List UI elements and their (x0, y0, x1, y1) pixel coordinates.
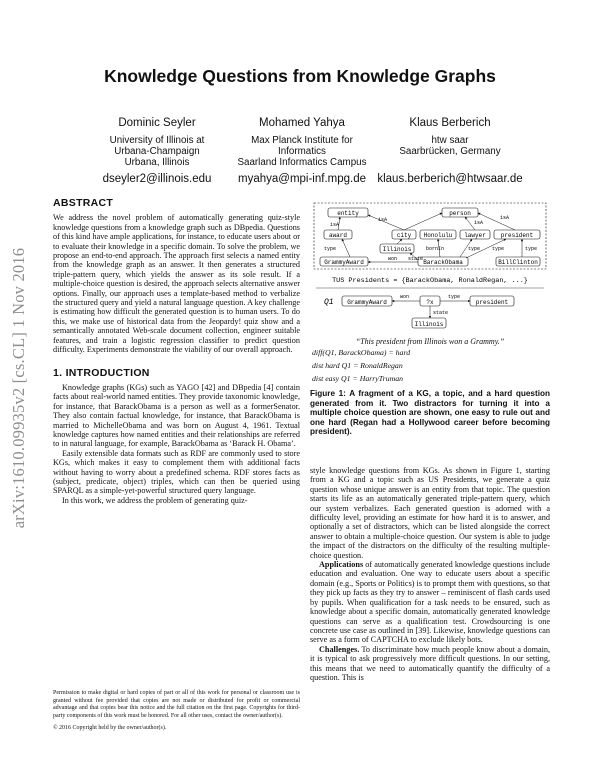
author-email: dseyler2@illinois.edu (102, 173, 212, 185)
node-award-label: award (328, 232, 348, 239)
query-edge-type-label: type (448, 294, 461, 300)
author-affiliation: Urbana-Champaign (114, 146, 200, 157)
difficulty-line: diff(Q1, BarackObama) = hard (312, 348, 411, 357)
author-affiliation: Saarland Informatics Campus (237, 157, 367, 168)
node-entity-label: entity (337, 210, 359, 217)
author-affiliation: Informatics (278, 146, 326, 157)
distractor-easy: dist easy Q1 = HarryTruman (312, 374, 404, 383)
intro-paragraph-2: Easily extensible data formats such as RDF are commonly used to store KGs, which makes it easy to complement them with additional facts without having to worry about a predefined schema. RDF stores facts as (subject, predicate, object) triples, which can then be queried using SPARQL as a simple-yet-powerful structured query language. (53, 448, 300, 496)
edge-president-person (478, 213, 515, 230)
author-affiliation: University of Illinois at (109, 135, 205, 146)
edge-label-type: type (468, 246, 481, 252)
intro-paragraph-3: In this work, we address the problem of generating quiz- (62, 495, 248, 505)
figure-1 (310, 200, 550, 470)
node-president-label: president (500, 232, 534, 239)
copyright-text: © 2016 Copyright held by the owner/author(s). (53, 725, 167, 732)
edge-label-bornin: bornIn (426, 246, 445, 252)
edge-illinois-city (397, 239, 402, 244)
author-affiliation: Urbana, Illinois (124, 157, 190, 168)
node-person-label: person (449, 210, 471, 217)
edge-label-type: type (492, 246, 505, 252)
edge-label-type: type (324, 246, 337, 252)
node-grammy-label: GrammyAward (324, 259, 364, 266)
edge-label-isa: isA (378, 217, 388, 223)
edge-label-type: type (525, 246, 538, 252)
author-name: Klaus Berberich (409, 117, 491, 129)
intro-heading: 1. INTRODUCTION (53, 366, 150, 379)
author-affiliation: htw saar (431, 135, 469, 146)
abstract-text: We address the novel problem of automatically generating quiz-style knowledge questions from a knowledge graph such as DBpedia. Questions of this kind have ample applications, for instance, to educate users about or to evaluate their knowledge in a specific domain. To solve the problem, we propose an end-to-end approach. The approach first selects a named entity from the knowledge graph as an answer. It then generates a structured triple-pattern query, which yields the answer as its sole result. If a multiple-choice question is desired, the approach selects alternative answer options. Finally, our approach uses a template-based method to verbalize the structured query and yield a natural language question. A key challenge is estimating how difficult the generated question is to human users. To do this, we make use of historical data from the Jeopardy! quiz show and a semantically annotated Web-scale document collection, engineer suitable features, and train a logistic regression classifier to predict question difficulty. Experiments demonstrate the viability of our overall approach. (53, 213, 300, 355)
node-illinois-label: Illinois (382, 246, 412, 253)
query-node-x-label: ?x (426, 299, 434, 306)
right-paragraph-2: of automatically generated knowledge questions include education and evaluation. One way to educate users about a specific domain (e.g., Sports or Politics) is to prompt them with questions, so that they pick up facts as they try to answer – reminiscent of flash cards used by pupils. When qualification for a task needs to be ensured, such as knowledge about a specific domain, automatically generated knowledge questions can serve as a qualification test. Crowdsourcing is one concrete use case as outlined in [39]. Likewise, knowledge questions can serve as a form of CAPTCHA to exclude likely bots. (310, 560, 551, 645)
edge-label-isa: isA (500, 215, 510, 221)
node-city-label: city (396, 232, 412, 239)
paper-title: Knowledge Questions from Knowledge Graphs (104, 66, 496, 86)
left-column (53, 199, 300, 505)
topic-line: TUS Presidents = {BarackObama, RonaldRegan, ...} (332, 277, 528, 285)
edge-label-isa: isA (474, 220, 484, 226)
abstract-heading: ABSTRACT (53, 197, 114, 209)
node-clinton-label: BillClinton (498, 259, 538, 266)
author-block-3 (370, 117, 530, 185)
applications-lead: Applications (319, 560, 364, 570)
arxiv-stamp (2, 208, 36, 573)
query-edge-won-label: won (400, 294, 410, 300)
author-block-1 (82, 117, 232, 185)
node-honolulu-label: Honolulu (423, 232, 453, 239)
author-name: Mohamed Yahya (259, 117, 345, 129)
author-affiliation: Saarbrücken, Germany (399, 146, 501, 157)
arxiv-id: arXiv:1610.09935v2 [cs.CL] 1 Nov 2016 (9, 247, 28, 529)
edge-city-person (404, 213, 442, 230)
permission-text: Permission to make digital or hard copies of part or all of this work for personal or classroom use is granted without fee provided that copies are not made or distributed for profit or commercial advantage and that copies bear this notice and the full citation on the first page. Copyrights for third-party components of this work must be honored. For all other uses, contact the owner/author(s). (53, 690, 300, 719)
query-node-illinois-label: Illinois (414, 321, 444, 328)
edge-label-isa: isA (330, 222, 340, 228)
node-lawyer-label: lawyer (464, 232, 486, 239)
edge-grammy-award (342, 239, 350, 257)
query-node-president-label: president (475, 299, 509, 306)
permission-notice (53, 690, 300, 733)
author-email: myahya@mpi-inf.mpg.de (238, 173, 366, 185)
author-email: klaus.berberich@htwsaar.de (377, 173, 523, 185)
intro-paragraph-1: Knowledge graphs (KGs) such as YAGO [42] and DBpedia [4] contain facts about real-world named entities. They provide taxonomic knowledge, for instance, that BarackObama is a person as well as a formerSenator. They also contain factual knowledge, for instance, that BarackObama is married to MichelleObama and was born on August 4, 1961. Textual knowledge captures how named entities and their relationships are referred to in natural language, for example, BarackObama as ‘Barack H. Obama’. (53, 382, 300, 449)
query-node-grammy-label: GrammyAward (347, 299, 387, 306)
author-affiliation: Max Planck Institute for (251, 135, 353, 146)
edge-label-state: state (408, 256, 424, 262)
knowledge-graph-figure (310, 200, 550, 352)
right-paragraph-3: To discriminate how much people know about a domain, it is typical to ask progressively more difficult questions. In our setting, this means that we need to automatically quantify the difficulty of a question. This is (310, 644, 550, 682)
edge-label-won: won (388, 256, 398, 262)
author-name: Dominic Seyler (118, 117, 196, 129)
challenges-lead: Challenges. (319, 644, 360, 654)
query-edge-state-label: state (433, 310, 449, 316)
distractor-hard: dist hard Q1 = RonaldRegan (312, 361, 403, 370)
node-obama-label: BarackObama (423, 259, 463, 266)
question-text: “This president from Illinois won a Grammy.” (355, 337, 505, 346)
query-label: Q1 (324, 298, 334, 307)
figure-caption: Figure 1: A fragment of a KG, a topic, and a hard question generated from it. Two distractors for turning it into a multiple choice question are shown, one easy to rule out and one hard (Regan had a Hollywood career before becoming president). (310, 389, 550, 437)
right-column (310, 466, 550, 682)
author-block-2 (222, 117, 382, 185)
right-paragraph-1: style knowledge questions from KGs. As shown in Figure 1, starting from a KG and a topic such as US Presidents, we generate a quiz question whose unique answer is an entity from that topic. The question starts its life as an automatically generated triple-pattern query, which our system verbalizes. Each generated question is adorned with a difficulty level, providing an estimate for how hard it is to answer, and optionally a set of distractors, which can be listed alongside the correct answer to obtain a multiple-choice question. Our system is able to judge the impact of the distractors on the difficulty of the resulting multiple-choice question. (310, 466, 550, 560)
